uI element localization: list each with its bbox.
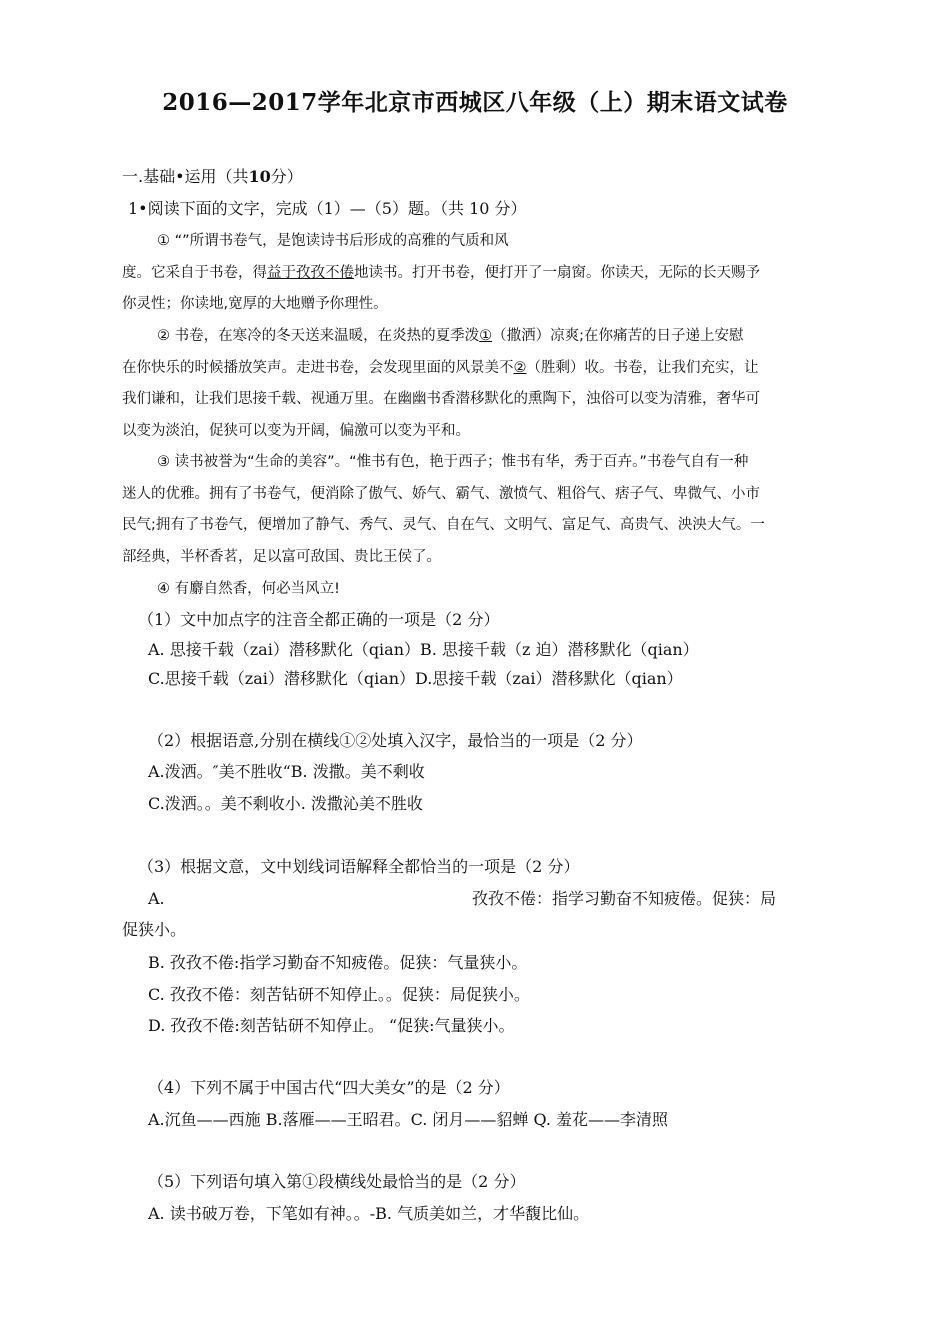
question-1-options-line-1: A. 思接千载（zai）潜移默化（qian）B. 思接千载（z 迫）潜移默化（qian） [148, 640, 699, 659]
question-3-option-b: B. 孜孜不倦:指学习勤奋不知疲倦。促狭：气量狭小。 [148, 953, 528, 972]
passage-text: （撒洒）凉爽;在你痛苦的日子递上安慰 [492, 328, 744, 344]
passage-text: 地读书。打开书卷，便打开了一扇窗。你读天，无际的长天赐予 [354, 265, 760, 281]
blank-marker-1: ① [479, 328, 493, 344]
passage-text: （胜剩）收。书卷，让我们充实，让 [526, 360, 759, 376]
question-5-stem: （5）下列语句填入第①段横线处最恰当的是（2 分） [148, 1172, 526, 1191]
section-heading [122, 166, 303, 188]
passage-paragraph-3-line-3: 民气;拥有了书卷气，便增加了静气、秀气、灵气、自在气、文明气、富足气、高贵气、泱泱大气。一 [122, 517, 765, 533]
passage-paragraph-1-line-1: ① “”所谓书卷气，是饱读诗书后形成的高雅的气质和风 [157, 233, 509, 249]
question-3-stem: （3）根据文意，文中划线词语解释全都恰当的一项是（2 分） [138, 857, 580, 876]
page-title: 2016—2017学年北京市西城区八年级（上）期末语文试卷 [162, 89, 788, 116]
passage-paragraph-2-line-2 [122, 357, 759, 379]
blank-marker-2: ② [513, 360, 527, 376]
question-4-options: A.沉鱼——西施 B.落雁——王昭君。C. 闭月——貂蝉 Q. 羞花——李清照 [148, 1110, 668, 1129]
passage-text: 在你快乐的时候播放笑声。走进书卷，会发现里面的风景美不 [122, 360, 514, 376]
passage-paragraph-1-line-3: 你灵性；你读地,宽厚的大地赠予你理性。 [122, 296, 388, 312]
question-3-option-d: D. 孜孜不倦:刻苦钻研不知停止。 “促狭:气量狭小。 [148, 1016, 515, 1035]
passage-paragraph-3-line-2: 迷人的优雅。拥有了书卷气，便消除了傲气、娇气、霸气、激愤气、粗俗气、痞子气、卑微气、小市 [122, 486, 760, 502]
passage-paragraph-2-line-4: 以变为淡泊，促狭可以变为开阔，偏激可以变为平和。 [122, 423, 470, 439]
question-2-stem: （2）根据语意,分别在横线①②处填入汉字，最恰当的一项是（2 分） [148, 731, 643, 750]
question-3-option-a-text: 孜孜不倦：指学习勤奋不知疲倦。促狭：局 [472, 889, 777, 908]
question-1-options-line-2: C.思接千载（zai）潜移默化（qian）D.思接千载（zai）潜移默化（qian） [148, 669, 683, 688]
passage-paragraph-3-line-4: 部经典，半杯香茗，足以富可敌国、贵比王侯了。 [122, 549, 441, 565]
section-heading-post: 分） [270, 167, 303, 186]
question-1-intro: 1•阅读下面的文字，完成（1）—（5）题。（共 10 分） [128, 199, 527, 218]
question-4-stem: （4）下列不属于中国古代“四大美女”的是（2 分） [148, 1078, 510, 1097]
passage-paragraph-2-line-1 [157, 325, 744, 347]
question-3-option-a-label: A. [148, 889, 165, 908]
passage-text: 度。它采自于书卷，得 [122, 265, 267, 281]
passage-paragraph-3-line-1: ③ 读书被誉为“生命的美容”。“惟书有色，艳于西子；惟书有华，秀于百卉。”书卷气自有一种 [157, 454, 749, 470]
question-5-options: A. 读书破万卷，下笔如有神。。-B. 气质美如兰，才华馥比仙。 [148, 1204, 590, 1223]
passage-paragraph-4-line-1: ④ 有麝自然香，何必当风立! [157, 581, 340, 597]
question-1-stem: （1）文中加点字的注音全都正确的一项是（2 分） [138, 610, 500, 629]
section-heading-score: 10 [248, 167, 271, 186]
passage-paragraph-2-line-3: 我们谦和，让我们思接千载、视通万里。在幽幽书香潜移默化的熏陶下，浊俗可以变为清雅，奢华可 [122, 391, 760, 407]
underlined-phrase: 益于孜孜不倦 [267, 265, 354, 281]
question-3-option-a-continued: 促狭小。 [122, 920, 187, 939]
question-2-options-line-2: C.泼洒。。美不剩收小. 泼撒沁美不胜收 [148, 794, 423, 813]
passage-paragraph-1-line-2 [122, 262, 760, 284]
section-heading-pre: 一.基础•运用（共 [122, 167, 249, 186]
passage-text: ② 书卷，在寒冷的冬天送来温暖，在炎热的夏季泼 [157, 328, 480, 344]
question-3-option-c: C. 孜孜不倦：刻苦钻研不知停止。。促狭：局促狭小。 [148, 985, 530, 1004]
question-2-options-line-1: A.泼洒。″美不胜收“B. 泼撒。美不剩收 [148, 762, 425, 781]
